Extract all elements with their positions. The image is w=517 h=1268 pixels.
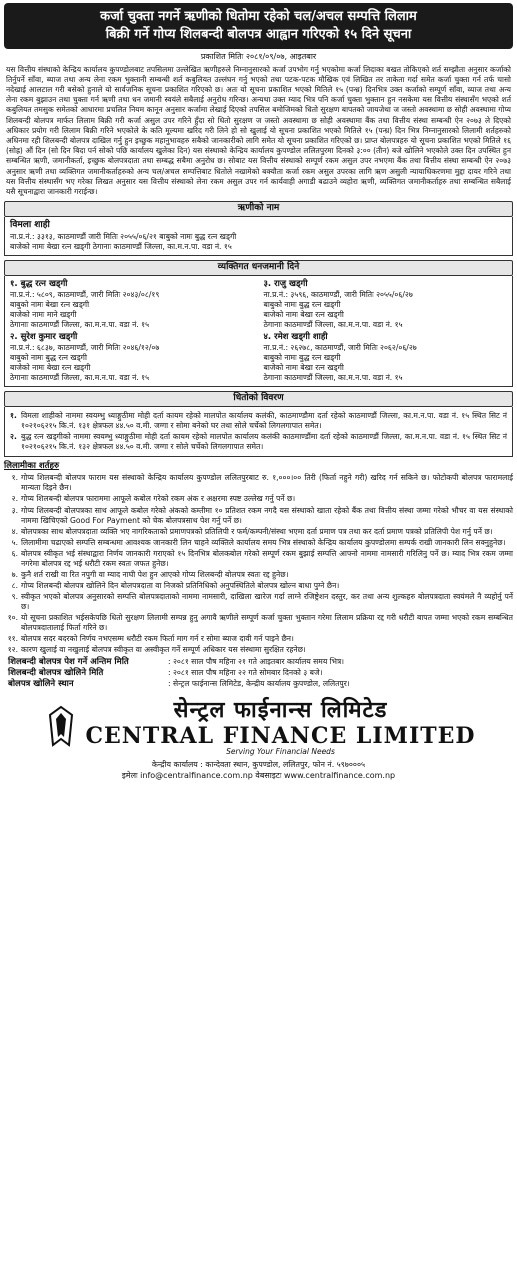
guarantor-detail: ना.प्र.नं.: २६२७८, काठमाण्डौं, जारी मितिः २०६२/०६/२७: [263, 343, 417, 353]
company-name-nepali: सेन्ट्रल फाईनान्स लिमिटेड: [173, 698, 388, 724]
collateral-section-title: धितोको विवरण: [4, 391, 513, 407]
guarantor-detail: ना.प्र.नं.: ६८३७, काठमाण्डौं, जारी मितिः २०४६/१२/०७: [10, 343, 160, 353]
borrower-details-line: ना.प्र.नं.: ३३१३, काठमाण्डौं जारी मितिः २०५५/०६/२१ बाबुको नामः बुद्ध रत्न खड्गी: [10, 231, 237, 241]
guarantor-section-title: व्यक्तिगत धनजमानी दिने: [4, 260, 513, 276]
guarantor-card: [264, 332, 508, 383]
terms-title: लिलामीका शर्तहरु: [4, 461, 60, 472]
collateral-item: २. बुद्ध रत्न खड्गीको नाममा स्वयम्भु ध्याङ्गुठीमा मोही दर्ता कायम रहेको मालपोत कार्यालय कलंकी काठमाण्डौंमा दर्ता रहेको काठमाण्डौं जिल्ला, का.म.न.पा. वडा नं. १५ स्थित सिट नं १०२१०६२१५ कि.नं. १३२ क्षेत्रफल ४४.५० व.मी. जग्गा र सोले चर्चेको लिगलगापात समेत।: [10, 432, 507, 452]
term-item: ७. कुनै शर्त राखी वा रित नपुगी वा म्याद नाघी पेश हुन आएको गोप्य शिलबन्दी बोलपत्र स्वतः रद्द हुनेछ।: [11, 569, 289, 579]
collateral-box: [4, 407, 513, 457]
collateral-item: १. विमला शाहीको नाममा स्वयम्भु ध्याङ्गुठीमा मोही दर्ता कायम रहेको मालपोत कार्यालय कलंकी, काठमाण्डौमा दर्ता रहेको काठमाण्डौं जिल्ला, का.म.न.पा. वडा नं. १५ स्थित सिट नं १०२१०६२१५ कि.नं. १३१ क्षेत्रफल ४४.५० व.मी. जग्गा र सोमा बनेको घर तथा सोले चर्चेको लिगलगापात समेत।: [10, 411, 507, 431]
term-item: ५. लिलामीमा चढाएको सम्पत्ति सम्बन्धमा आवश्यक जानकारी लिन चाहने व्यक्तिले कार्यालय समय भित्र संस्थाको केन्द्रिय कार्यालय कुपण्डोलमा सम्पर्क राखी जानकारी लिन सक्नुहुनेछ।: [11, 537, 506, 547]
guarantor-card: [10, 279, 254, 330]
terms-list: [4, 473, 513, 654]
company-emblem-icon: [42, 705, 80, 749]
term-item: ११. बोलपत्र सदर बदरको निर्णय नभएसम्म धरौटी रकम फिर्ता माग गर्न र सोमा ब्याज दावी गर्न पाइने छैन।: [7, 633, 294, 643]
term-item: ३. गोप्य शिलबन्दी बोलपत्रका साथ आफूले कबोल गरेको अंकको कम्तीमा १० प्रतिशत रकम नगदै यस संस्थाको खाता रहेको बैंक तथा वित्तीय संस्था जम्मा गरेको भौचर वा यस संस्थाको नाममा खिचिएको Good For Payment को चेक बोलपत्रसाथ पेश गर्नु पर्ने छ।: [11, 505, 513, 525]
guarantor-detail: बाजेको नामः बेखा रत्न खड्गी: [263, 363, 344, 373]
guarantor-detail: बाबुको नामः बुद्ध रत्न खड्गी: [10, 353, 87, 363]
guarantor-detail: बाजेको नामः माने खड्गी: [10, 309, 77, 319]
borrower-name: विमला शाही: [10, 219, 50, 230]
guarantor-detail: ठेगानाः काठमाण्डौं जिल्ला, का.म.न.पा. वडा नं. १५: [263, 320, 403, 329]
guarantor-name: १. बुद्ध रत्न खड्गी: [10, 278, 68, 289]
term-item: ४. बोलपत्रका साथ बोलपत्रदाता व्यक्ति भए नागरिकताको प्रमाणपत्रको प्रतिलिपी र फर्म/कम्पनी/संस्था भएमा दर्ता प्रमाण पत्र तथा कर दर्ता प्रमाण पत्रको प्रतिलिपी पेश गर्नु पर्ने छ।: [11, 526, 493, 536]
intro-paragraph: यस वित्तीय संस्थाको केन्द्रिय कार्यालय कुपण्डोलबाट तपसिलमा उल्लेखित ऋणीहरुले निम्नानुसारको कर्जा उपभोग गर्नु भएकोमा कर्जा लिदाका बखत तोकिएको शर्त सम्झौता अनुसार कर्जाको तिर्नुपर्ने साँवा, ब्याज तथा अन्य लेना रकम भुक्तानी सम्बन्धी शर्त कबुलियत उल्लंघन गर्नु भएको तथा पटक-पटक मौखिक एवं लिखित तर ताकेता गर्दा समेत कर्जा चुक्ता गर्न तर्फ चासो नदेखाई आलटाल गरी बसेको हुनाले यो सार्वजनिक सूचना प्रकाशित गरिएको छ। अतः यो सूचना प्रकाशित भएको मितिले १५ (पन्ध्र) दिनभित्र उक्त कर्जाको सम्पूर्ण साँवा, व्याज तथा अन्य लेना रकम बुझाउन तथा चुक्ता गर्न ऋणी तथा धन जमानी स्वयंले सबैलाई अनुरोध गरिन्छ। अन्यथा उक्त म्याद भित्र पनि कर्जा चुक्ता भुक्तान हुन नसकेमा यस वित्तीय संस्थासँग भएको शर्त कबुलियत तमसुक समेतको आधारमा प्रचलित नियम कानून अनुसार कर्जामा लेखाई दिएको तपसिल बमोजिमको धितो सुरक्षण बापतको जायजेथा ज जस्तो अवस्थामा छ सोही अवस्थामा गोप्य शिलबन्दी बोलपत्र मार्फत लिलाम बिक्री गरी कर्जा असुल उपर गरिने हुँदा सो धितो सुरक्षण ज जस्तो अवस्थामा छ सोही अवस्थामा बैंक तथा वित्तीय संस्था सम्बन्धी ऐन २०७३ ले दिएको अधिकार प्रयोग गरी लिलाम बिक्री गरिने भएकोले के कति मूल्यमा खरिद गरी लिने हो सो खुलाई यो सूचना प्रकाशित भएको मितिले १५ (पन्ध्र) दिन भित्र निम्नानुसारको लिलामी शर्तहरुको अधिनमा रही शिलबन्दी बोलपत्र दाखिल गर्नु हुन इच्छुक महानुभावहरु सबैको जानकारीको लागि समेत यो सूचना प्रकाशित गरिएको छ। प्राप्त बोलपत्रहरु यो सूचना प्रकाशित भएको मितिले १६ (सोह्र) औं दिन (सो दिन बिदा पर्न सोको पछि कार्यालय खुलेका दिन) यस संस्थाको केन्द्रिय कार्यालय कुपण्डोल ललितपुरमा दिनको ३:०० (तीन) बजे खोलिने भएकोले उक्त दिन उपस्थित हुन सम्बन्धित ऋणी, जमानीकर्ता, इच्छुक बोलपत्रदाता तथा सम्बद्ध सबैमा अनुरोध छ। सोबाट यस वित्तीय संस्थाको सम्पूर्ण रकम असुल उपर नभएमा बैंक तथा वित्तीय संस्था सम्बन्धी ऐन २०७३ अनुसार ऋणी तथा व्यक्तिगत जमानीकर्ताहरुको अन्य चल/अचल सम्पत्तिबाट धितोले नखामेको बक्यौता कर्जा रकम असुल उपरका लागि ऋण असुली न्यायाधिकरणमा मुद्दा दायर गरिने तथा यस वित्तीय संस्थासँग भए गरेका लिखत अनुसार यस वित्तीय संस्थाको लेना रकम असुल उपर गर्न कार्यवाही अगाडी बढाउने व्यहोरा ऋणी, व्यक्तिगत जमानीकर्ताहरु तथा सम्बन्धित सबैलाई यसै सूचनाद्वारा जानकारी गराईन्छ।: [6, 64, 511, 196]
guarantor-detail: ठेगानाः काठमाण्डौं जिल्ला, का.म.न.पा. वडा नं. १५: [10, 373, 150, 383]
guarantor-card: [264, 279, 508, 330]
guarantor-detail: ना.प्र.नं.: ३५९६, काठमाण्डौं, जारी मितिः २०५५/०६/२७: [263, 289, 413, 299]
term-item: ६. बोलपत्र स्वीकृत भई संस्थाद्वारा निर्णय जानकारी गराएको १५ दिनभित्र बोलकबोल गरेको सम्पूर्ण रकम बुझाई सम्पत्ति आफ्नो नाममा नामसारी गरिलिनु पर्ने छ। म्याद भित्र रकम जम्मा नगरेमा बोलपत्र रद्द भई धरौटी रकम स्वतः जफत हुनेछ।: [11, 548, 513, 568]
guarantor-card: [10, 332, 254, 383]
borrower-section-title: ऋणीको नाम: [4, 201, 513, 217]
company-name-english: CENTRAL FINANCE LIMITED: [85, 723, 476, 750]
term-item: १०. यो सूचना प्रकाशित भईसकेपछि धितो सुरक्षण लिलामी सम्पन्न हुनु अगावै ऋणीले सम्पूर्ण कर्जा चुक्ता भुक्तान गरेमा लिलाम प्रक्रिया रद्द गरी धरौटी बापत जम्मा भएको रकम सम्बन्धित बोलपत्रदातालाई फिर्ता गरिने छ।: [7, 612, 513, 632]
notice-page: [4, 3, 513, 781]
notice-header: [4, 3, 513, 49]
borrower-box: [4, 217, 513, 256]
guarantor-detail: बाबुको नामः बुद्ध रत्न खड्गी: [263, 299, 341, 309]
company-address: केन्द्रीय कार्यालय : कान्देवता स्थान, कुपण्डोल, ललितपुर, फोन नं. ५९७०००५: [151, 760, 366, 770]
guarantor-detail: बाबुको नामः बुद्ध रत्न खड्गी: [263, 353, 341, 363]
schedule-row: शिलबन्दी बोलपत्र खोलिने मिति : २०८१ साल पौष महिना २२ गते सोमबार दिनको ३ बजे।: [8, 667, 323, 678]
company-contact: इमेलः info@centralfinance.com.np वेबसाइटः www.centralfinance.com.np: [121, 770, 396, 780]
header-line-1: कर्जा चुक्ता नगर्ने ऋणीको धितोमा रहेको चल/अचल सम्पत्ति लिलाम: [100, 9, 417, 24]
company-logo: [4, 696, 513, 757]
company-tagline: Serving Your Financial Needs: [226, 747, 335, 757]
term-item: १२. कारण खुलाई वा नखुलाई बोलपत्र स्वीकृत वा अस्वीकृत गर्ने सम्पूर्ण अधिकार यस संस्थामा सुरक्षित रहनेछ।: [7, 644, 306, 654]
term-item: ९. स्वीकृत भएको बोलपत्र अनुसारको सम्पत्ति बोलपत्रदाताको नाममा नामसारी, दाखिला खारेज गर्दा लाग्ने रजिष्ट्रेशन दस्तुर, कर तथा अन्य शुल्कहरु बोलपत्रदाता स्वयंमले नै व्यहोर्नु पर्ने छ।: [11, 591, 513, 611]
schedule-row: बोलपत्र खोलिने स्थान : सेन्ट्रल फाईनान्स लिमिटेड, केन्द्रीय कार्यालय कुपण्डोल, ललितपुर।: [8, 679, 350, 690]
guarantor-name: ३. राजु खड्गी: [263, 278, 308, 289]
term-item: ८. गोप्य शिलबन्दी बोलपत्र खोलिने दिन बोलपत्रदाता वा निजको प्रतिनिधिको अनुपस्थितिले बोलपत्र खोल्न बाधा पुग्ने छैन।: [11, 580, 340, 590]
guarantor-name: २. सुरेश कुमार खड्गी: [10, 332, 78, 343]
company-footer: [4, 760, 513, 781]
guarantor-detail: ठेगानाः काठमाण्डौं जिल्ला, का.म.न.पा. वडा नं. १५: [263, 373, 403, 383]
term-item: २. गोप्य शिलबन्दी बोलपत्र फाराममा आफूले कबोल गरेको रकम अंक र अक्षरमा स्पष्ट उल्लेख गर्नु पर्ने छ।: [11, 494, 296, 504]
publish-date: प्रकाशित मितिः २०८१/०९/०७, आइतबार: [200, 52, 317, 62]
guarantor-detail: बाबुको नामः बेखा रत्न खड्गी: [10, 299, 90, 309]
schedule-row: शिलबन्दी बोलपत्र पेश गर्ने अन्तिम मिति : २०८१ साल पौष महिना २१ गते आइतबार कार्यालय समय भित्र।: [8, 656, 345, 667]
header-line-2: बिक्री गर्ने गोप्य शिलबन्दी बोलपत्र आह्वान गरिएको १५ दिने सूचना: [105, 26, 412, 42]
guarantor-detail: बाजेको नामः बेखा रत्न खड्गी: [263, 309, 344, 319]
guarantor-detail: बाजेको नामः बेखा रत्न खड्गी: [10, 363, 91, 373]
guarantor-grid: [4, 276, 513, 388]
guarantor-name: ४. रमेश खड्गी शाही: [263, 332, 328, 343]
term-item: १. गोप्य शिलबन्दी बोलपत्र फाराम यस संस्थाको केन्द्रिय कार्यालय कुपण्डोल ललितपुरबाट रु. १,०००।०० तिरी (फिर्ता नहुने गरी) खरिद गर्न सकिने छ। फोटोकपी बोलपत्र फारामलाई मान्यता दिइने छैन।: [11, 473, 513, 493]
borrower-details-line: बाजेको नामः बेखा रत्न खड्गी ठेगानाः काठमाण्डौं जिल्ला, का.म.न.पा. वडा नं. १५: [10, 241, 232, 251]
guarantor-detail: ठेगानाः काठमाण्डौं जिल्ला, का.म.न.पा. वडा नं. १५: [10, 320, 150, 329]
bid-schedule: [8, 657, 513, 691]
guarantor-detail: ना.प्र.नं.: ५८०९, काठमाण्डौं, जारी मितिः २०४३/०८/१९: [10, 289, 160, 299]
